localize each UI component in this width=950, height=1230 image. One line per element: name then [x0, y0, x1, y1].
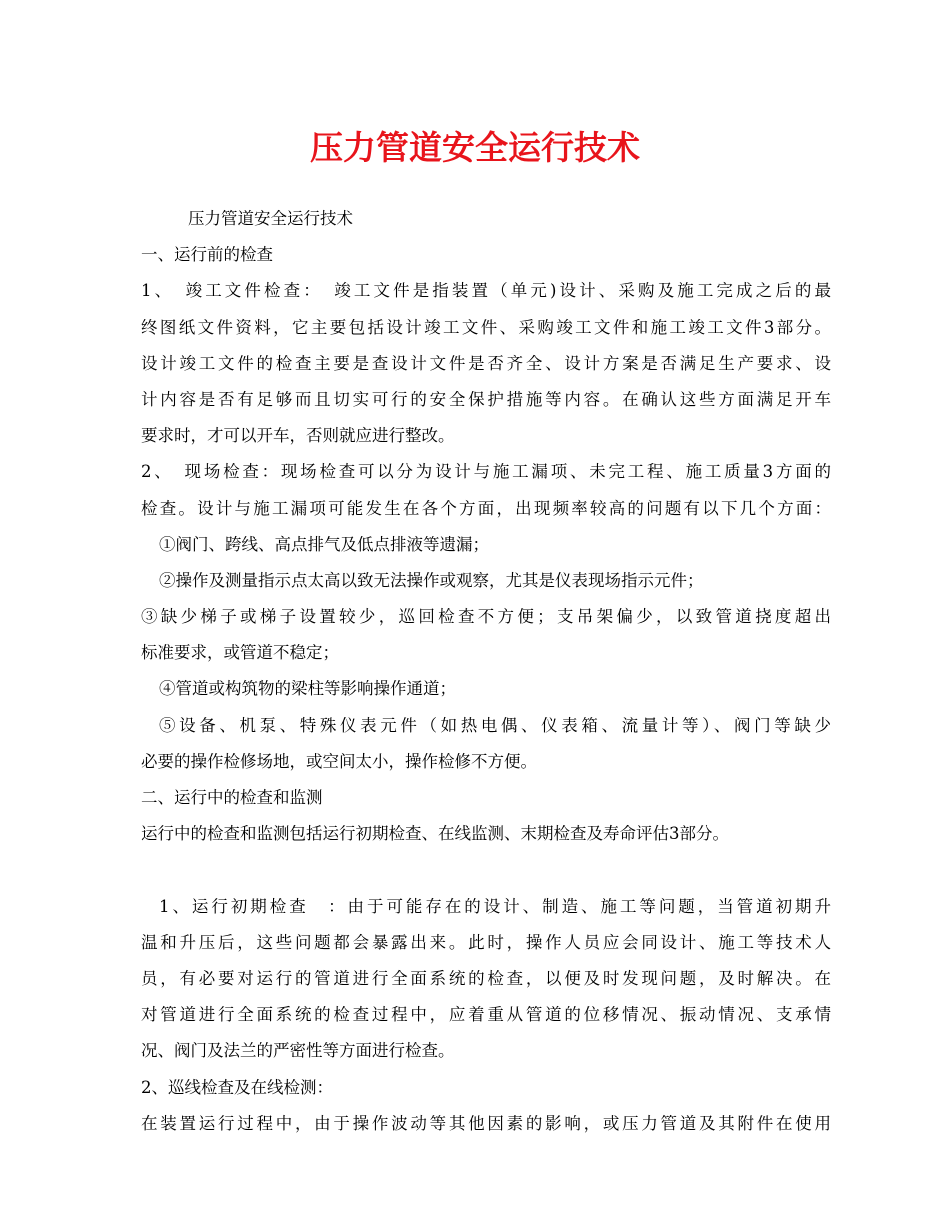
paragraph-line: 对管道进行全面系统的检查过程中，应着重从管道的位移情况、振动情况、支承情 [141, 1005, 831, 1025]
list-item: ②操作及测量指示点太高以致无法操作或观察，尤其是仪表现场指示元件； [159, 570, 704, 590]
paragraph-line: 要求时，才可以开车，否则就应进行整改。 [141, 426, 455, 446]
paragraph-line: 1、运行初期检查 ：由于可能存在的设计、制造、施工等问题，当管道初期升 [159, 896, 831, 916]
list-item-continuation: 标准要求，或管道不稳定； [141, 643, 339, 663]
document-title: 压力管道安全运行技术 [310, 128, 640, 167]
section-heading-1: 一、运行前的检查 [141, 245, 273, 265]
list-item-continuation: 必要的操作检修场地，或空间太小，操作检修不方便。 [141, 751, 537, 771]
paragraph-line: 终图纸文件资料，它主要包括设计竣工文件、采购竣工文件和施工竣工文件3部分。 [141, 317, 831, 337]
document-body [141, 201, 831, 1142]
section-heading-2: 二、运行中的检查和监测 [141, 788, 323, 807]
paragraph-line: 况、阀门及法兰的严密性等方面进行检查。 [141, 1041, 455, 1061]
paragraph-line: 1、 竣工文件检查： 竣工文件是指装置（单元)设计、采购及施工完成之后的最 [141, 281, 831, 301]
blank-line [141, 852, 831, 888]
paragraph-line: 设计竣工文件的检查主要是查设计文件是否齐全、设计方案是否满足生产要求、设 [141, 353, 831, 373]
paragraph-line: 员，有必要对运行的管道进行全面系统的检查，以便及时发现问题，及时解决。在 [141, 968, 831, 988]
paragraph-line: 温和升压后，这些问题都会暴露出来。此时，操作人员应会同设计、施工等技术人 [141, 932, 831, 952]
paragraph-line: 计内容是否有足够而且切实可行的安全保护措施等内容。在确认这些方面满足开车 [141, 389, 831, 409]
subsection-heading: 2、巡线检查及在线检测： [141, 1077, 333, 1097]
list-item: ①阀门、跨线、高点排气及低点排液等遗漏； [159, 534, 489, 554]
paragraph-line: 检查。设计与施工漏项可能发生在各个方面，出现频率较高的问题有以下几个方面： [141, 498, 831, 518]
paragraph-line: 2、 现场检查：现场检查可以分为设计与施工漏项、未完工程、施工质量3方面的 [141, 462, 831, 482]
paragraph-line: 在装置运行过程中，由于操作波动等其他因素的影响，或压力管道及其附件在使用 [141, 1113, 831, 1133]
list-item: ③缺少梯子或梯子设置较少，巡回检查不方便；支吊架偏少，以致管道挠度超出 [141, 607, 831, 627]
paragraph-line: 运行中的检查和监测包括运行初期检查、在线监测、末期检查及寿命评估3部分。 [141, 824, 729, 844]
list-item: ④管道或构筑物的梁柱等影响操作通道； [159, 679, 456, 699]
subtitle-line: 压力管道安全运行技术 [188, 209, 353, 228]
list-item: ⑤设备、机泵、特殊仪表元件（如热电偶、仪表箱、流量计等）、阀门等缺少 [159, 715, 831, 735]
